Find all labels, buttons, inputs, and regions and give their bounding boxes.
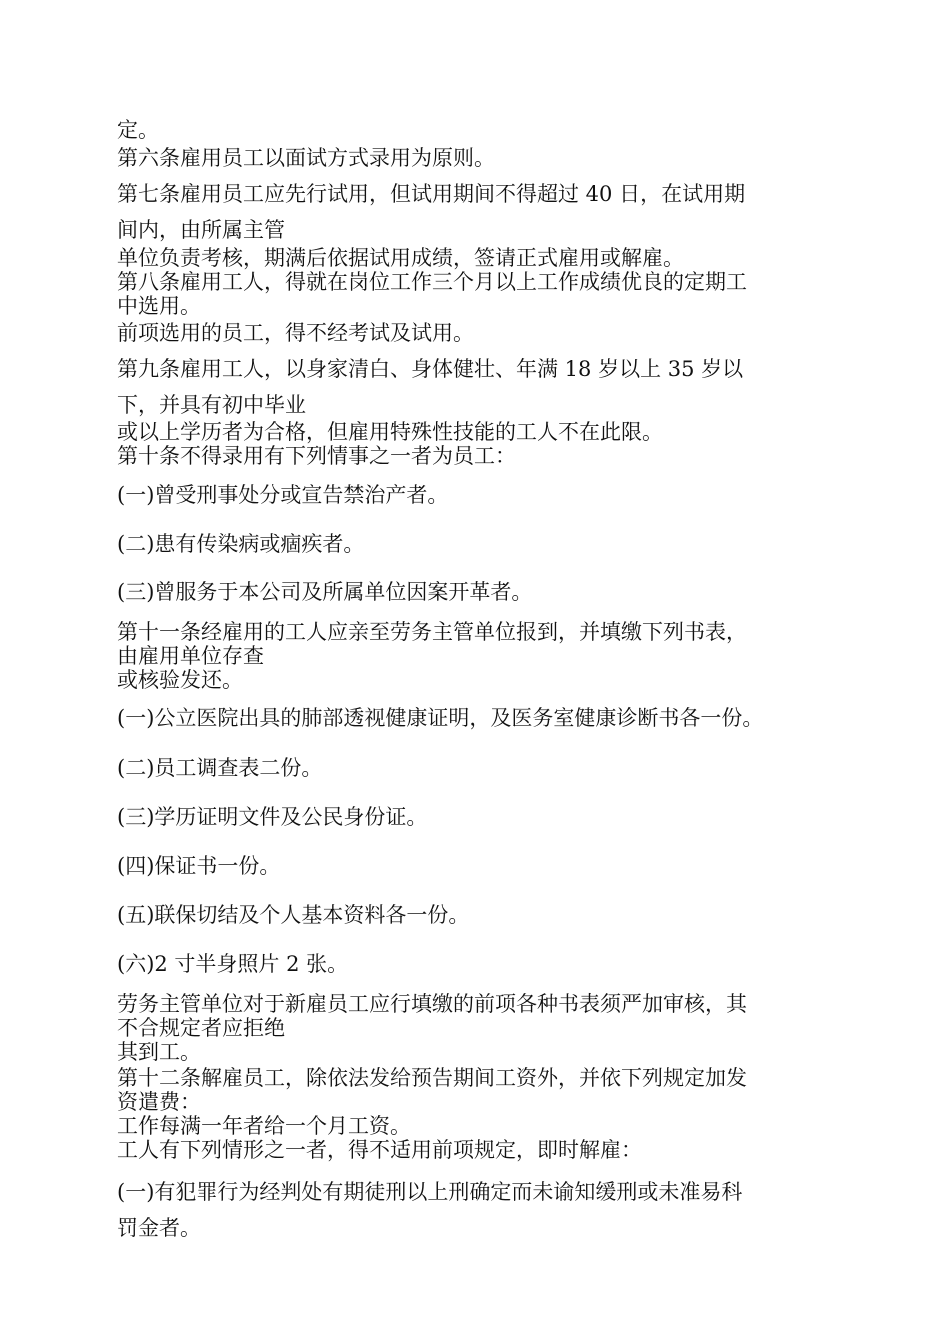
list-item: (二)患有传染病或痼疾者。 [117,532,365,556]
text-line: 定。 [117,118,159,142]
text-line: 不合规定者应拒绝 [117,1016,285,1040]
text-line: 单位负责考核，期满后依据试用成绩，签请正式雇用或解雇。 [117,246,684,270]
text-line: 或核验发还。 [117,668,243,692]
text-line: 第十一条经雇用的工人应亲至劳务主管单位报到，并填缴下列书表， [117,620,747,644]
text-line: 或以上学历者为合格，但雇用特殊性技能的工人不在此限。 [117,420,663,444]
text-line: 第九条雇用工人，以身家清白、身体健壮、年满 18 岁以上 35 岁以 [117,357,744,381]
text-line: 工人有下列情形之一者，得不适用前项规定，即时解雇： [117,1138,642,1162]
text-line: 工作每满一年者给一个月工资。 [117,1114,411,1138]
text-line: 劳务主管单位对于新雇员工应行填缴的前项各种书表须严加审核，其 [117,992,747,1016]
text-line: 资遣费： [117,1090,201,1114]
list-item: (一)曾受刑事处分或宣告禁治产者。 [117,483,449,507]
list-item: (五)联保切结及个人基本资料各一份。 [117,903,470,927]
text-line: 间内，由所属主管 [117,218,285,242]
text-line: 第十二条解雇员工，除依法发给预告期间工资外，并依下列规定加发 [117,1066,747,1090]
list-item: (一)公立医院出具的肺部透视健康证明，及医务室健康诊断书各一份。 [117,706,764,730]
text-line: 由雇用单位存查 [117,644,264,668]
text-line: 其到工。 [117,1040,201,1064]
list-item: (三)学历证明文件及公民身份证。 [117,805,428,829]
text-line: 下，并具有初中毕业 [117,393,306,417]
text-line: 第七条雇用员工应先行试用，但试用期间不得超过 40 日，在试用期 [117,182,746,206]
list-item: 罚金者。 [117,1216,201,1240]
text-line: 中选用。 [117,294,201,318]
text-line: 第六条雇用员工以面试方式录用为原则。 [117,146,495,170]
list-item: (一)有犯罪行为经判处有期徒刑以上刑确定而未谕知缓刑或未准易科 [117,1180,743,1204]
list-item: (六)2 寸半身照片 2 张。 [117,952,349,976]
list-item: (三)曾服务于本公司及所属单位因案开革者。 [117,580,533,604]
text-line: 前项选用的员工，得不经考试及试用。 [117,321,474,345]
list-item: (四)保证书一份。 [117,854,281,878]
text-line: 第八条雇用工人，得就在岗位工作三个月以上工作成绩优良的定期工 [117,270,747,294]
list-item: (二)员工调查表二份。 [117,756,323,780]
text-line: 第十条不得录用有下列情事之一者为员工： [117,444,516,468]
